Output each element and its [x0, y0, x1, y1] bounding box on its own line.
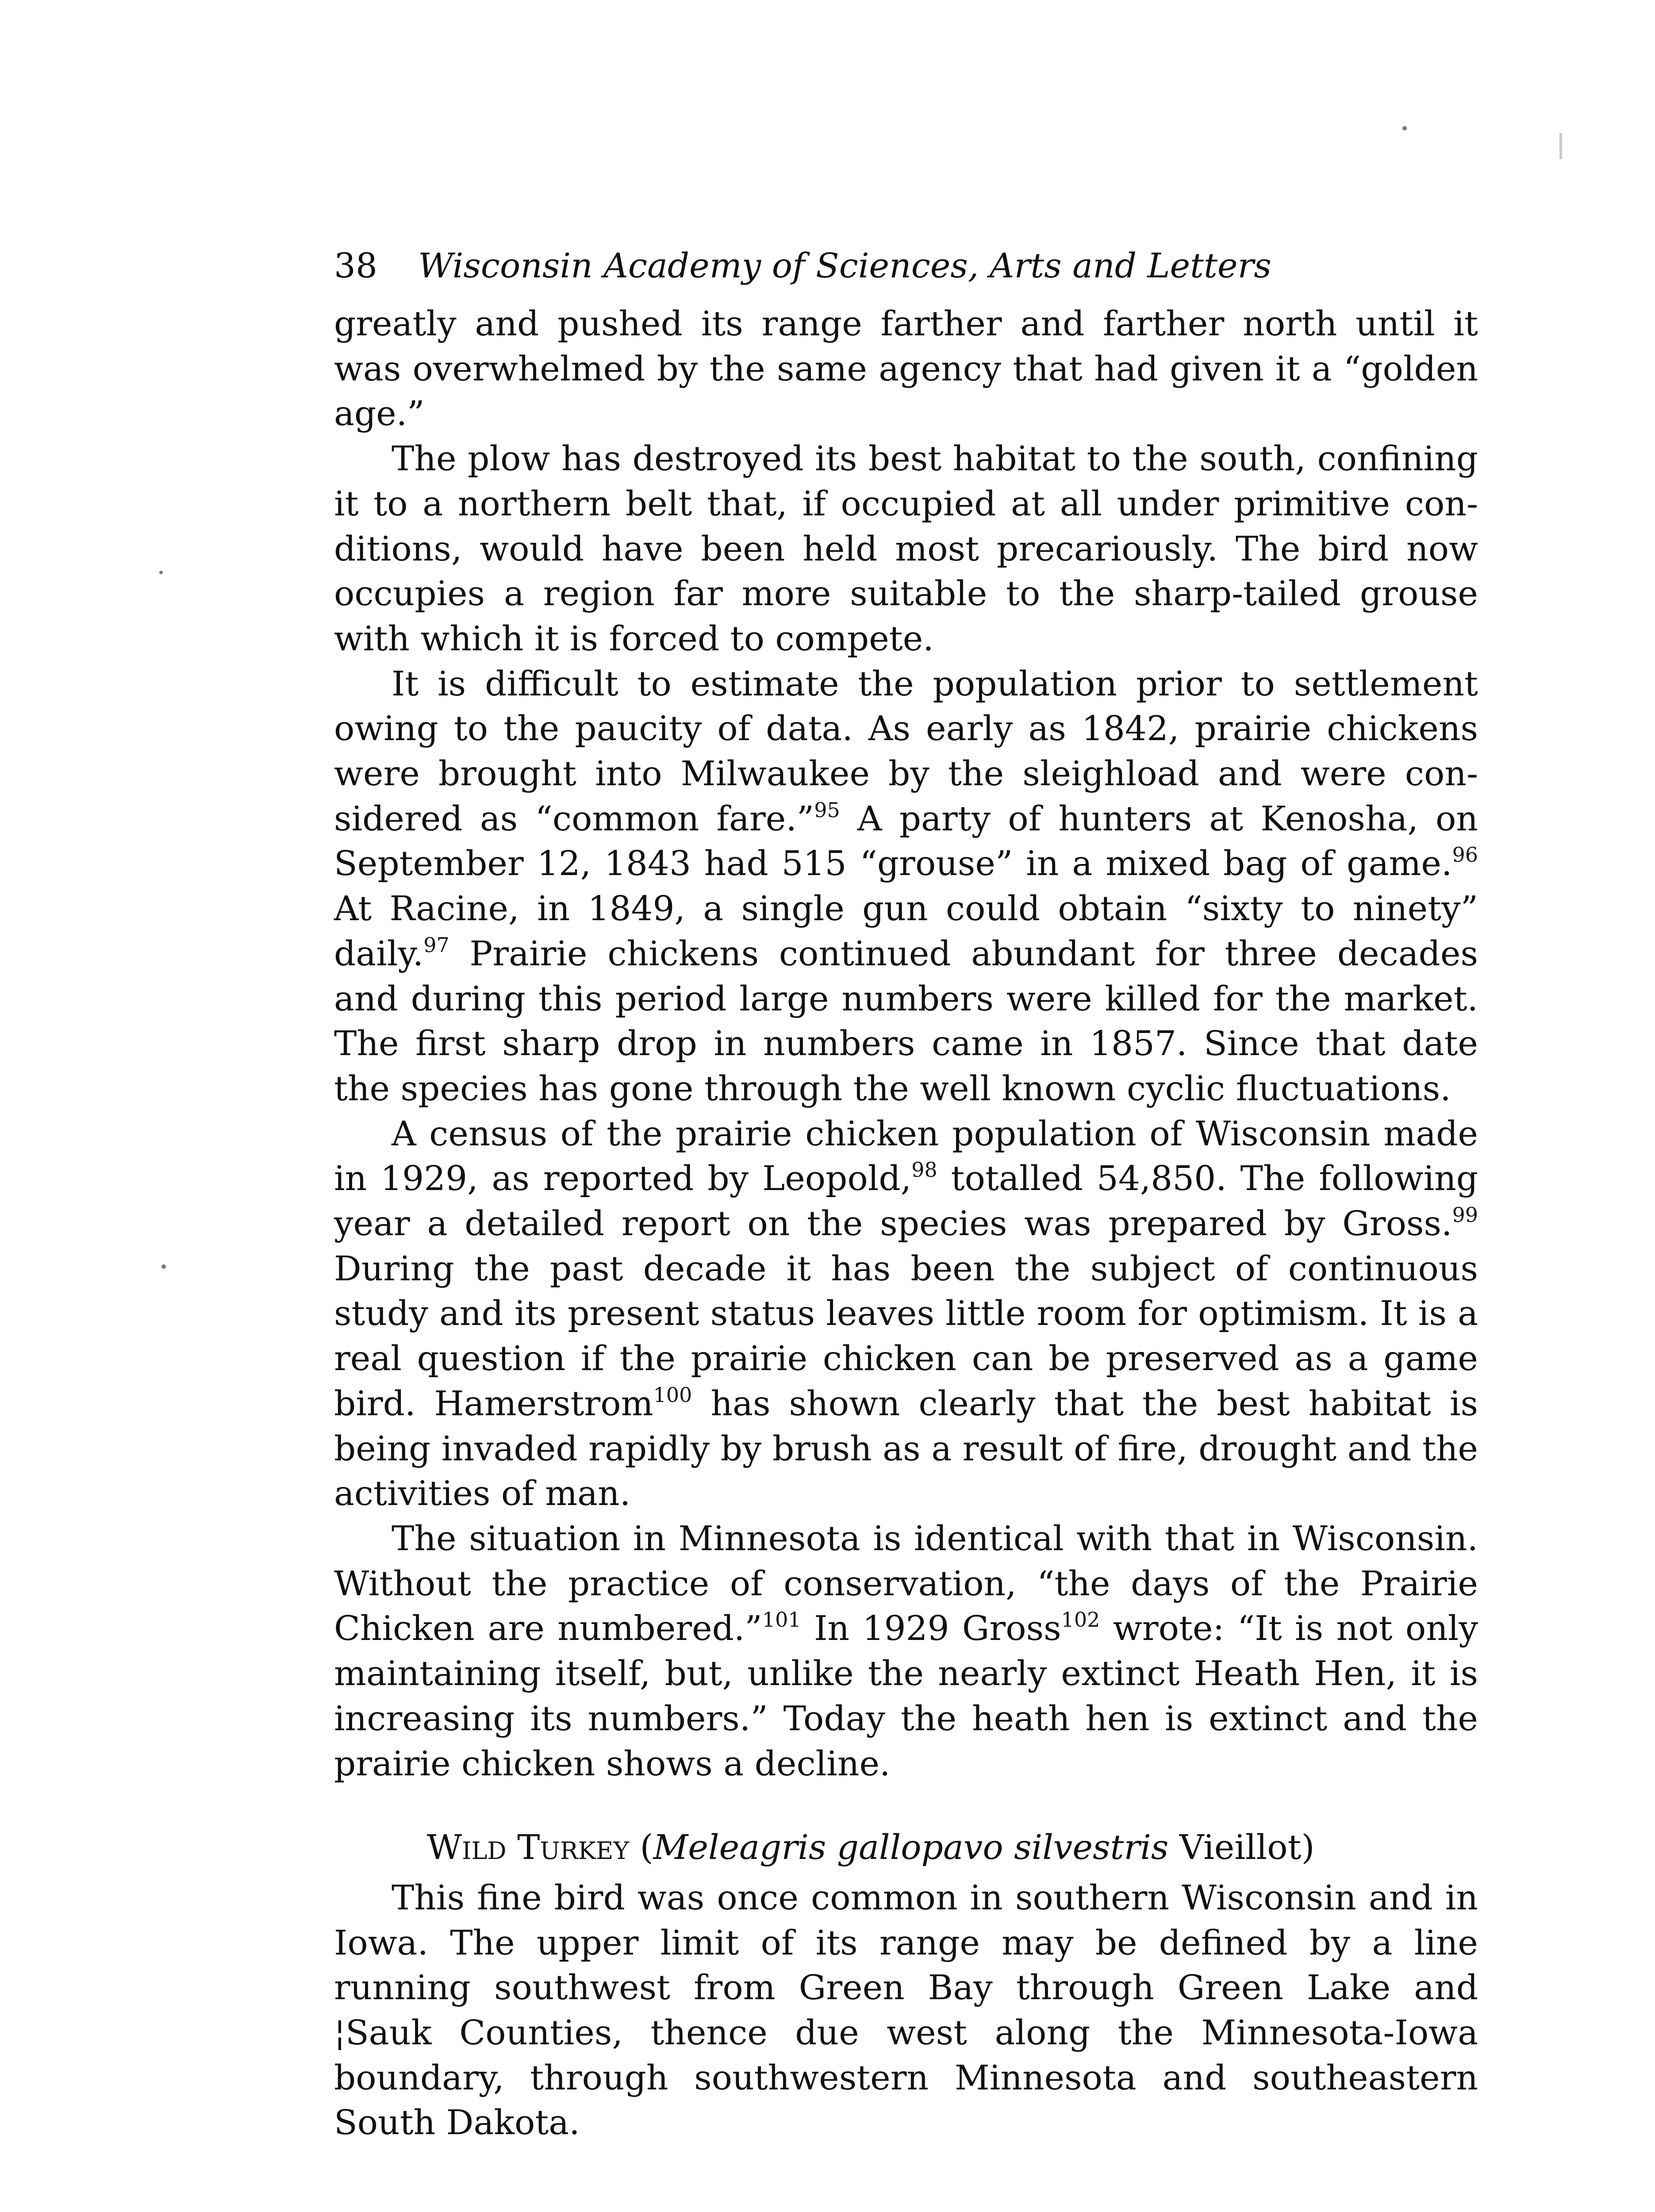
- footnote-ref: 97: [423, 933, 449, 957]
- paragraph-6: [334, 1876, 1478, 2146]
- footnote-ref: 100: [653, 1382, 692, 1407]
- footnote-ref: 95: [814, 798, 840, 822]
- print-speck: [161, 1264, 166, 1269]
- paragraph-4-text: totalled 54,850. The following year a detailed report on the species was prepared by Gross.: [334, 1159, 1478, 1244]
- paragraph-4-text: A census of the prairie chicken population of Wisconsin made in 1929, as reported by Leopold,: [334, 1114, 1478, 1199]
- paragraph-5-text: In 1929 Gross: [801, 1609, 1061, 1649]
- footnote-ref: 96: [1452, 843, 1478, 867]
- paragraph-1-text: greatly and pushed its range farther and farther north until it was overwhelmed by the same agency that had given it a “golden age.”: [334, 304, 1478, 434]
- page-edge-mark: [1559, 133, 1562, 159]
- page-number: 38: [334, 246, 377, 286]
- print-speck: [159, 571, 163, 574]
- running-head: [334, 244, 1478, 288]
- footnote-ref: 102: [1061, 1608, 1100, 1632]
- footnote-ref: 98: [911, 1158, 937, 1182]
- section-heading: [334, 1825, 1478, 1870]
- paragraph-5-text: The situation in Minnesota is identical with that in Wisconsin. Without the practice of conservation, “the days of the Prairie Chicken are numbered.”: [334, 1519, 1478, 1649]
- paragraph-6-text: This fine bird was once common in southern Wisconsin and in Iowa. The upper limit of its range may be defined by a line running southwest from Green Bay through Green Lake and ¦Sauk Counties, thence due west along the Minnesota-Iowa boundary, through southwestern Minnesota and southeastern South Dakota.: [334, 1878, 1478, 2143]
- paragraph-5-text: wrote: “It is not only maintaining itself, but, unlike the nearly extinct Heath Hen, it is increasing its numbers.” Today the heath hen is extinct and the prairie chicken shows a decline.: [334, 1609, 1478, 1784]
- paragraph-2: [334, 437, 1478, 662]
- paragraph-4-text: has shown clearly that the best habitat is being invaded rapidly by brush as a result of fire, drought and the activities of man.: [334, 1384, 1478, 1514]
- paragraph-5: [334, 1517, 1478, 1786]
- paragraph-4-text: During the past decade it has been the subject of continuous study and its present status leaves little room for optimism. It is a real question if the prairie chicken can be preserved as a game bird. Hamerstrom: [334, 1249, 1478, 1424]
- paragraph-3-text: Prairie chickens continued abundant for three decades and during this period large numbers were killed for the market. The first sharp drop in numbers came in 1857. Since that date the species has gone through the well known cyclic fluctuations.: [334, 934, 1478, 1109]
- heading-authority: Vieillot): [1168, 1828, 1315, 1868]
- print-speck: [1402, 126, 1407, 131]
- paragraph-3-text: A party of hunters at Kenosha, on September 12, 1843 had 515 “grouse” in a mixed bag of game.: [334, 799, 1478, 884]
- paragraph-2-text: The plow has destroyed its best habitat to the south, confining it to a northern belt that, if occupied at all under primitive con- ditions, would have been held most precariously. The bird now occupies a region far more suitable to the sharp-tailed grouse with which it is forced to compete.: [334, 439, 1478, 659]
- journal-title: Wisconsin Academy of Sciences, Arts and Letters: [418, 246, 1271, 286]
- heading-common-name: Wild Turkey: [427, 1828, 630, 1868]
- heading-scientific-name: Meleagris gallopavo silvestris: [653, 1828, 1169, 1868]
- paragraph-3-text: It is difficult to estimate the population prior to settlement owing to the paucity of data. As early as 1842, prairie chickens were brought into Milwaukee by the sleighload and were con- sidered as “common fare.”: [334, 664, 1478, 839]
- paragraph-3-text: At Racine, in 1849, a single gun could obtain “sixty to ninety” daily.: [334, 889, 1478, 974]
- paragraph-4: [334, 1112, 1478, 1517]
- heading-open-paren: (: [629, 1828, 653, 1868]
- footnote-ref: 99: [1452, 1203, 1478, 1227]
- paragraph-1: [334, 302, 1478, 437]
- paragraph-3: [334, 662, 1478, 1112]
- text-column: [334, 244, 1478, 2146]
- footnote-ref: 101: [762, 1608, 801, 1632]
